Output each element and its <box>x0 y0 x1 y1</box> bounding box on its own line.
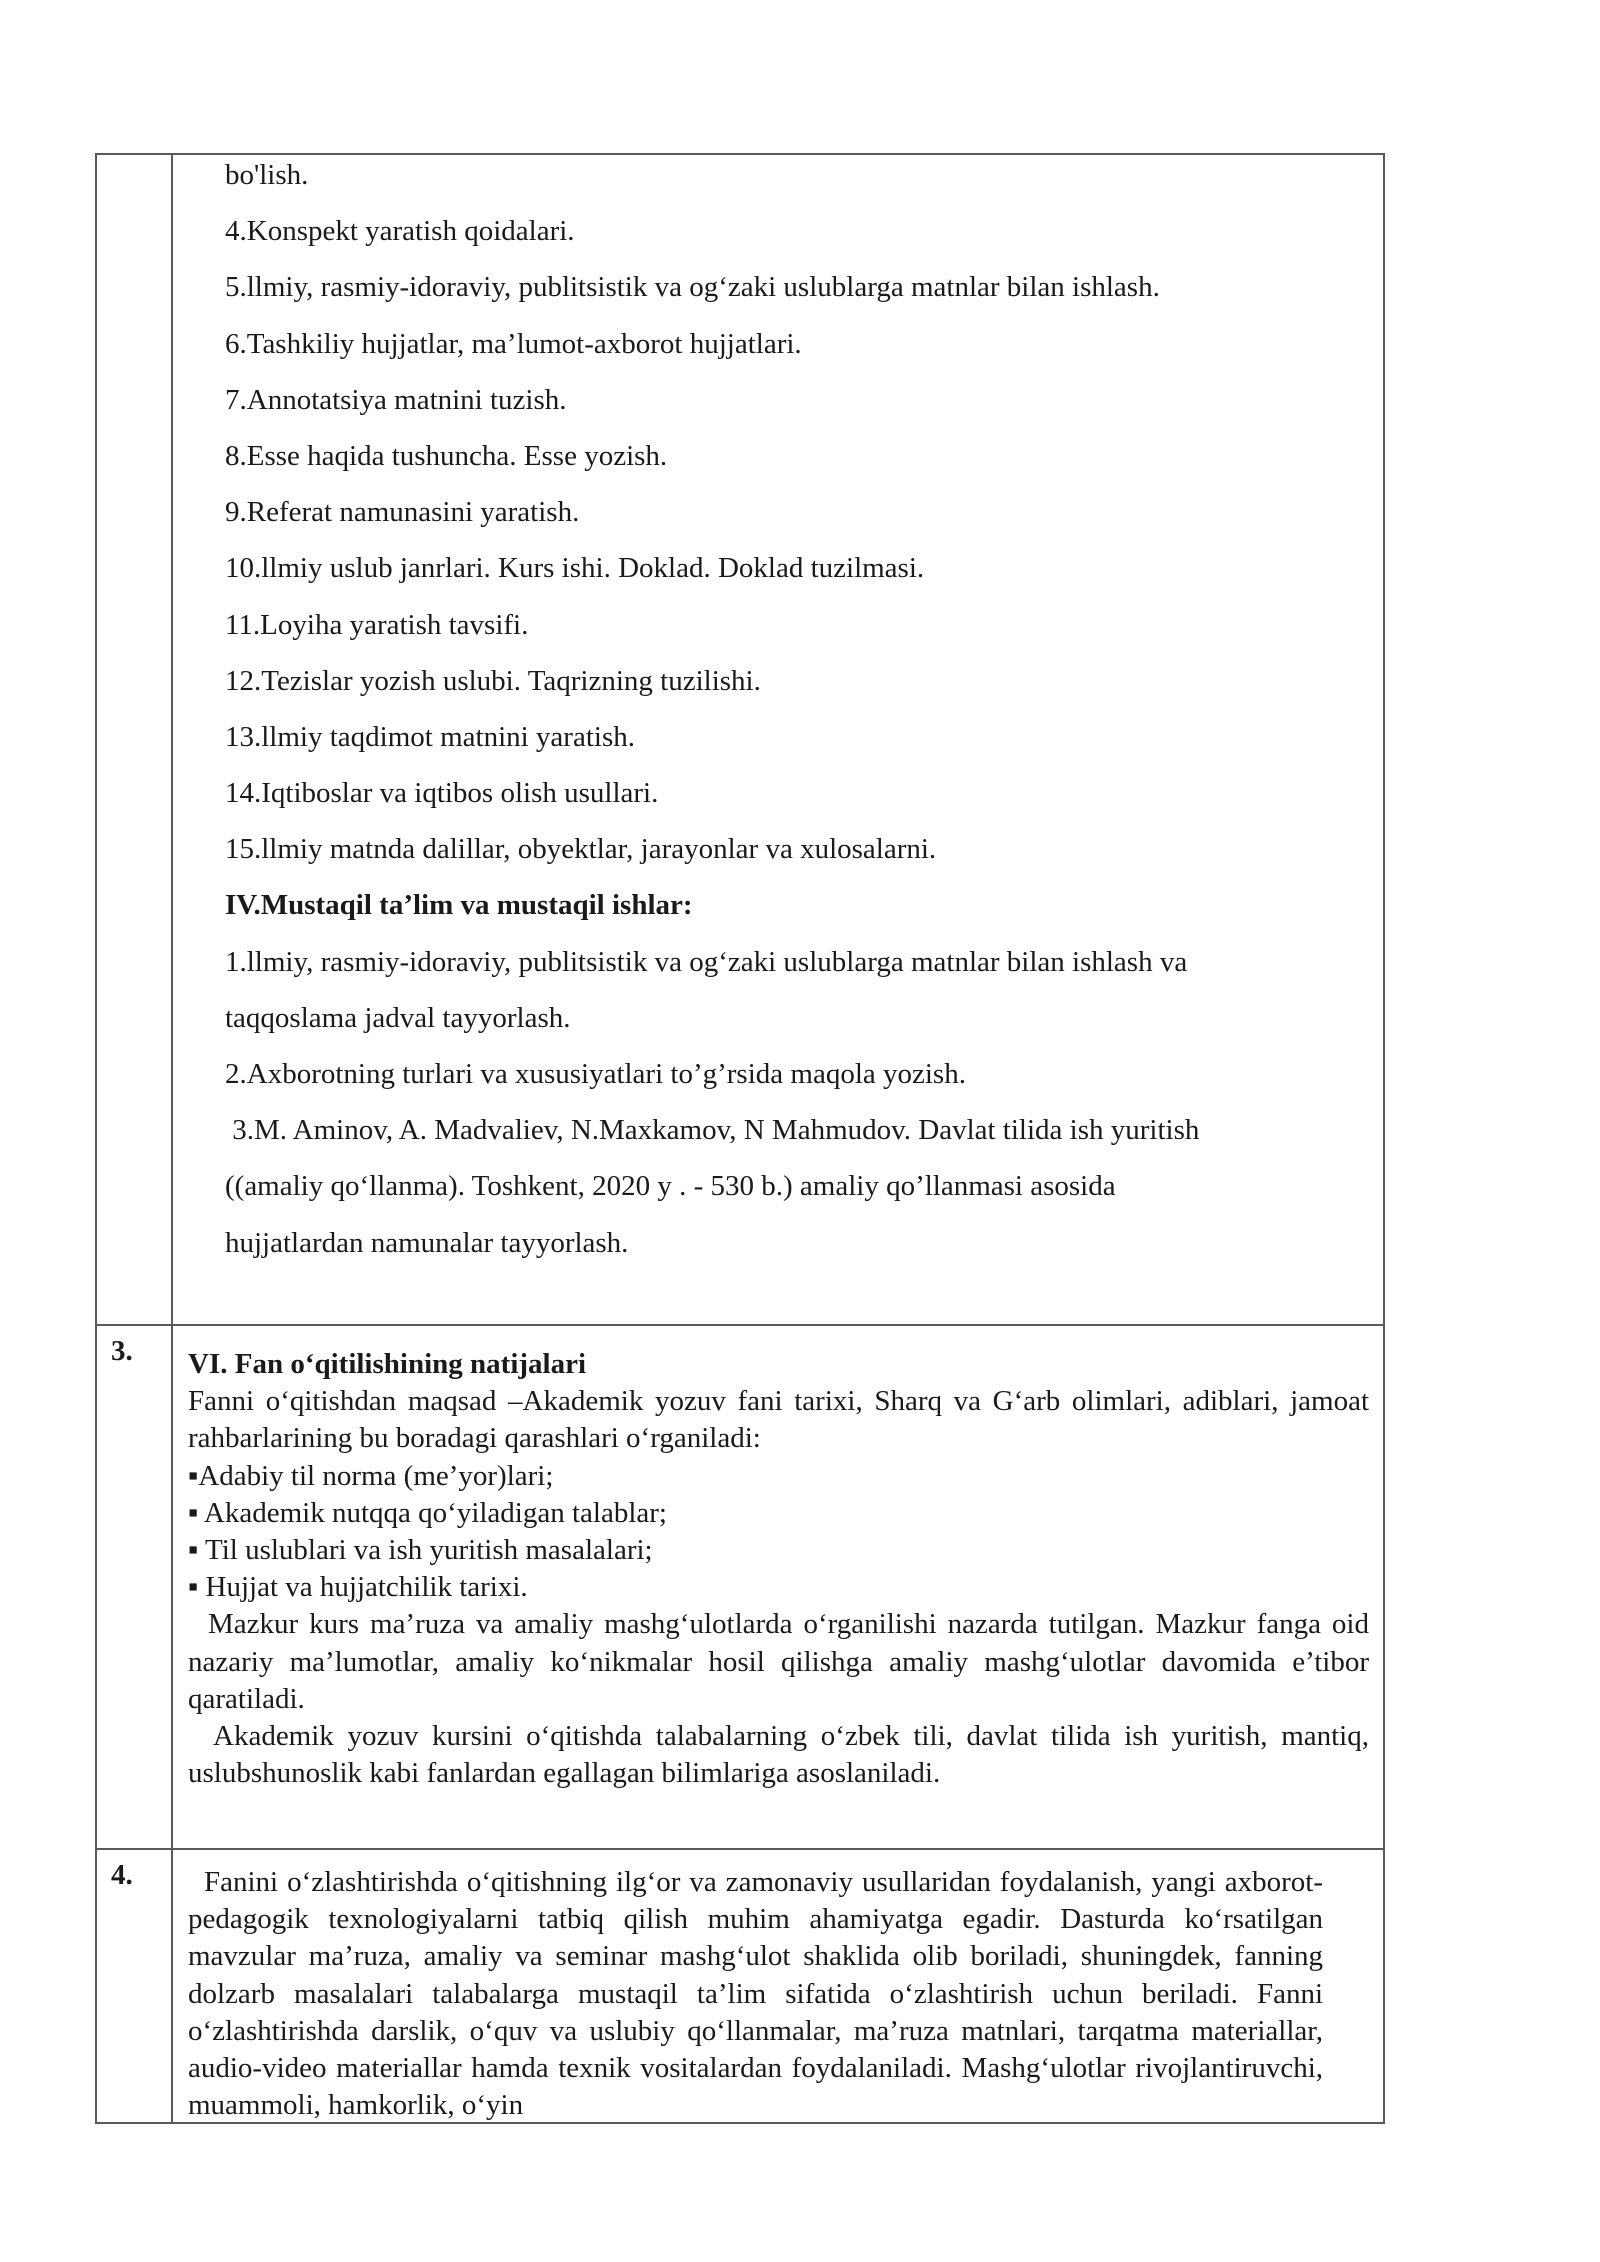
table-row <box>96 154 1384 1325</box>
row-number: 3. <box>111 1335 133 1367</box>
list-item: 1.llmiy, rasmiy-idoraviy, publitsistik va og‘zaki uslublarga matnlar bilan ishlash va <box>225 945 1188 978</box>
content-cell <box>172 1849 1384 2123</box>
list-item: 12.Tezislar yozish uslubi. Taqrizning tuzilishi. <box>225 664 761 697</box>
bullet-item: ▪ Til uslublari va ish yuritish masalalari; <box>188 1534 653 1567</box>
paragraph-continuation: Mashg‘ulotlar rivojlantiruvchi, muammoli, hamkorlik, o‘yin <box>188 2052 1324 2122</box>
list-item: 4.Konspekt yaratish qoidalari. <box>225 215 575 248</box>
bullet-item: ▪ Hujjat va hujjatchilik tarixi. <box>188 1571 528 1604</box>
list-item: 15.llmiy matnda dalillar, obyektlar, jarayonlar va xulosalarni. <box>225 833 937 866</box>
list-item: hujjatlardan namunalar tayyorlash. <box>225 1226 629 1259</box>
list-item: 13.llmiy taqdimot matnini yaratish. <box>225 720 635 753</box>
content-cell <box>172 1325 1384 1849</box>
list-item: 14.Iqtiboslar va iqtibos olish usullari. <box>225 777 659 810</box>
list-item: 11.Loyiha yaratish tavsifi. <box>225 608 529 641</box>
row-number-cell <box>96 1849 172 2123</box>
bullet-item: ▪Adabiy til norma (me’yor)lari; <box>188 1459 554 1492</box>
list-item: taqqoslama jadval tayyorlash. <box>225 1001 571 1034</box>
list-item: 10.llmiy uslub janrlari. Kurs ishi. Doklad. Doklad tuzilmasi. <box>225 552 925 585</box>
table-row <box>96 1849 1384 2123</box>
list-item: 7.Annotatsiya matnini tuzish. <box>225 383 567 416</box>
row-number: 4. <box>111 1859 133 1891</box>
row-number-cell <box>96 1325 172 1849</box>
section-heading: VI. Fan o‘qitilishining natijalari <box>188 1348 587 1380</box>
list-item: bo'lish. <box>225 159 309 191</box>
paragraph: Fanni o‘qitishdan maqsad –Akademik yozuv fani tarixi, Sharq va G‘arb olimlari, adiblari, jamoat rahbarlarining bu boradagi qarashlari o‘rganiladi: <box>188 1385 1369 1455</box>
paragraph: Mazkur kurs ma’ruza va amaliy mashg‘ulotlarda o‘rganilishi nazarda tutilgan. Mazkur fanga oid nazariy ma’lumotlar, amaliy ko‘nikmalar hosil qilishga amaliy mashg‘ulotlar davomida e’tibor qaratiladi. <box>188 1608 1369 1715</box>
list-item: 6.Tashkiliy hujjatlar, ma’lumot-axborot hujjatlari. <box>225 327 802 360</box>
paragraph: Akademik yozuv kursini o‘qitishda talabalarning o‘zbek tili, davlat tilida ish yuritish, mantiq, uslubshunoslik kabi fanlardan egallagan bilimlariga asoslaniladi. <box>188 1720 1369 1790</box>
content-cell <box>172 154 1384 1325</box>
row-number-cell <box>96 154 172 1325</box>
list-item: 8.Esse haqida tushuncha. Esse yozish. <box>225 439 668 472</box>
bullet-item: ▪ Akademik nutqqa qo‘yiladigan talablar; <box>188 1496 667 1529</box>
section-heading: IV.Mustaqil ta’lim va mustaqil ishlar: <box>225 889 693 922</box>
document-table <box>95 153 1385 2124</box>
list-item: ((amaliy qo‘llanma). Toshkent, 2020 y . - 530 b.) amaliy qo’llanmasi asosida <box>225 1170 1116 1203</box>
list-item: 3.M. Aminov, A. Madvaliev, N.Maxkamov, N Mahmudov. Davlat tilida ish yuritish <box>225 1114 1200 1147</box>
table-row <box>96 1325 1384 1849</box>
list-item: 9.Referat namunasini yaratish. <box>225 496 580 529</box>
list-item: 2.Axborotning turlari va xususiyatlari to’g’rsida maqola yozish. <box>225 1058 966 1090</box>
list-item: 5.llmiy, rasmiy-idoraviy, publitsistik va og‘zaki uslublarga matnlar bilan ishlash. <box>225 271 1160 304</box>
paragraph <box>188 1864 1323 2122</box>
paragraph-text: Fanini o‘zlashtirishda o‘qitishning ilg‘or va zamonaviy usullaridan foydalanish, yangi axborot-pedagogik texnologiyalarni tatbiq qilish muhim ahamiyatga egadir. Dasturda ko‘rsatilgan mavzular ma’ruza, amaliy va seminar mashg‘ulot shaklida olib boriladi, shuningdek, fanning dolzarb masalalari talabalarga mustaqil ta’lim sifatida o‘zlashtirish uchun beriladi. Fanni o‘zlashtirishda darslik, o‘quv va uslubiy qo‘llanmalar, ma’ruza matnlari, tarqatma materiallar, audio-video materiallar hamda texnik vositalardan foydalaniladi. <box>188 1866 1323 2085</box>
